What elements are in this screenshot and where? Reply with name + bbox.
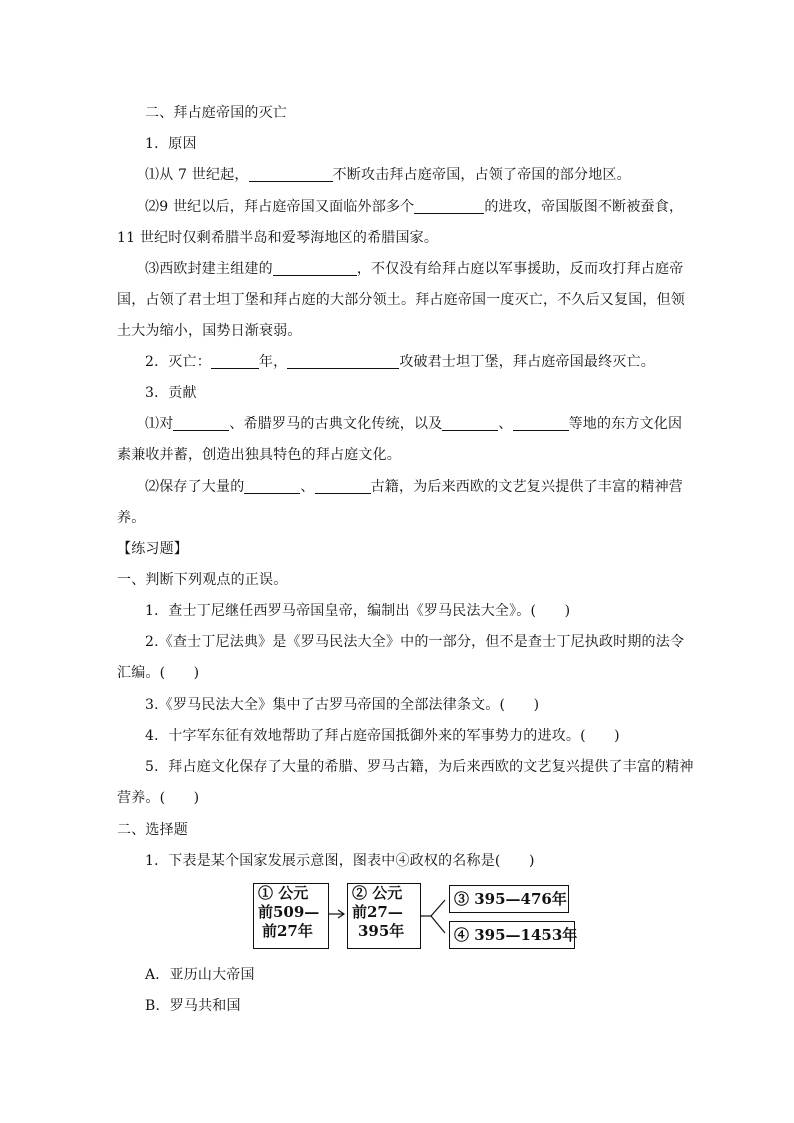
arrow-right-icon (329, 907, 347, 921)
cause-3-cont2: 土大为缩小，国势日渐衰弱。 (117, 323, 302, 339)
option-a[interactable]: A．亚历山大帝国 (145, 967, 255, 983)
answer-blank[interactable] (249, 167, 333, 182)
cause-3-cont: 国，占领了君士坦丁堡和拜占庭的大部分领土。拜占庭帝国一度灭亡，不久后又复国，但领 (117, 292, 685, 308)
judge-item: 5．拜占庭文化保存了大量的希腊、罗马古籍，为后来西欧的文艺复兴提供了丰富的精神 (145, 759, 694, 775)
exercise-heading: 【练习题】 (117, 541, 188, 557)
timeline-diagram (253, 879, 578, 951)
cause-heading: 1．原因 (145, 136, 197, 152)
contrib-1: ⑴对 、希腊罗马的古典文化传统，以及 、 等地的东方文化因 (145, 416, 683, 432)
choice-question-1: 1．下表是某个国家发展示意图，图表中④政权的名称是( ) (145, 853, 535, 869)
option-b[interactable]: B．罗马共和国 (145, 998, 241, 1014)
judge-title: 一、判断下列观点的正误。 (117, 572, 288, 588)
diagram-box-4: ④ 395—1453年 (449, 921, 575, 949)
diagram-box-2: ② 公元 前27— 395年 (347, 883, 421, 949)
answer-blank[interactable] (442, 416, 498, 431)
cause-2: ⑵9 世纪以后，拜占庭帝国又面临外部多个 的进攻，帝国版图不断被蚕食， (145, 199, 684, 215)
diagram-box-1: ① 公元 前509— 前27年 (253, 883, 329, 949)
cause-1: ⑴从 7 世纪起， 不断攻击拜占庭帝国，占领了帝国的部分地区。 (145, 167, 631, 183)
section-title: 二、拜占庭帝国的灭亡 (145, 105, 287, 121)
contrib-2-cont: 养。 (117, 510, 146, 526)
answer-blank[interactable] (244, 479, 300, 494)
judge-item: 4．十字军东征有效地帮助了拜占庭帝国抵御外来的军事势力的进攻。( ) (145, 728, 620, 744)
fall-line: 2．灭亡： 年， 攻破君士坦丁堡，拜占庭帝国最终灭亡。 (145, 354, 655, 370)
answer-blank[interactable] (287, 354, 399, 369)
answer-blank[interactable] (414, 199, 484, 214)
cause-2-cont: 11 世纪时仅剩希腊半岛和爱琴海地区的希腊国家。 (117, 230, 439, 246)
cause-3: ⑶西欧封建主组建的 ，不仅没有给拜占庭以军事援助，反而攻打拜占庭帝 (145, 261, 684, 277)
branch-arrow-icon (421, 885, 449, 947)
diagram-box-3: ③ 395—476年 (449, 885, 569, 913)
judge-item: 2.《查士丁尼法典》是《罗马民法大全》中的一部分，但不是查士丁尼执政时期的法令 (145, 634, 685, 650)
answer-blank[interactable] (273, 261, 357, 276)
choice-title: 二、选择题 (117, 822, 188, 838)
judge-item: 3.《罗马民法大全》集中了古罗马帝国的全部法律条文。( ) (145, 697, 540, 713)
contrib-1-cont: 素兼收并蓄，创造出独具特色的拜占庭文化。 (117, 447, 401, 463)
answer-blank[interactable] (211, 354, 259, 369)
answer-blank[interactable] (315, 479, 371, 494)
contrib-heading: 3．贡献 (145, 385, 197, 401)
answer-blank[interactable] (173, 416, 229, 431)
judge-item: 1．查士丁尼继任西罗马帝国皇帝，编制出《罗马民法大全》。( ) (145, 603, 571, 619)
answer-blank[interactable] (513, 416, 569, 431)
judge-item-cont: 营养。( ) (117, 790, 200, 806)
judge-item-cont: 汇编。( ) (117, 665, 200, 681)
contrib-2: ⑵保存了大量的 、 古籍，为后来西欧的文艺复兴提供了丰富的精神营 (145, 479, 684, 495)
